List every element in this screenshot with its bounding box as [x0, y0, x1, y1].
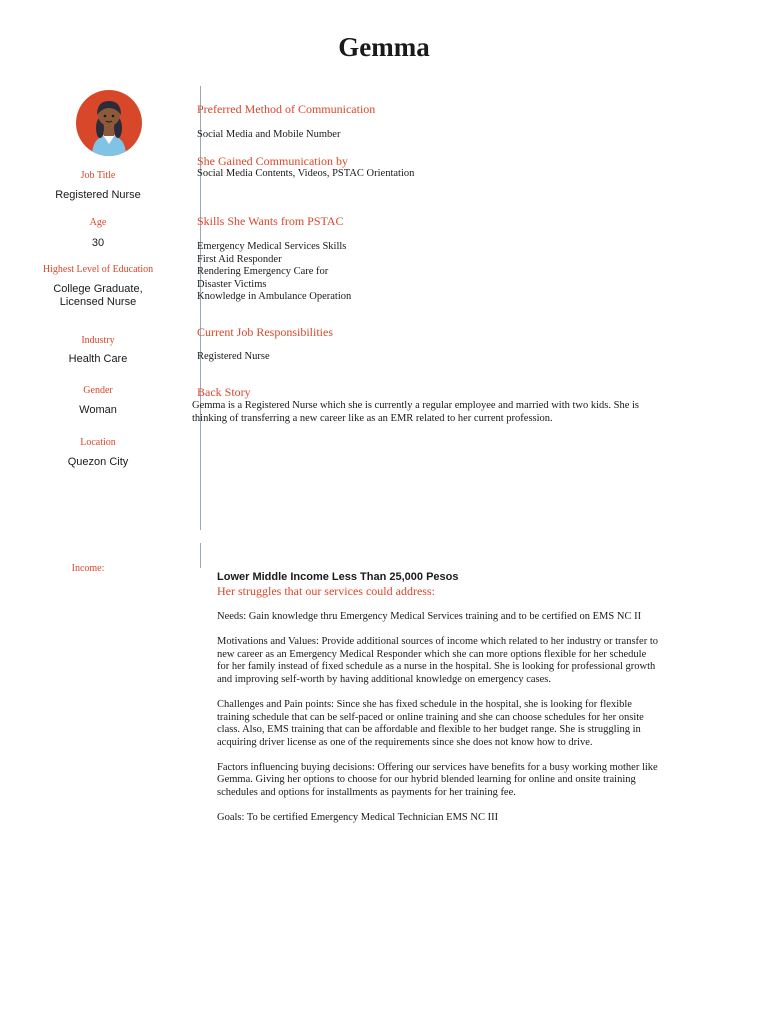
struggles-body: [217, 611, 661, 837]
backstory-heading: Back Story: [197, 385, 251, 399]
backstory-text: Gemma is a Registered Nurse which she is currently a regular employee and married with two kids. She is thinking of transferring a new career like as an EMR related to her current profession.: [192, 400, 640, 424]
responsibilities-heading: Current Job Responsibilities: [197, 325, 333, 339]
communication-heading: Preferred Method of Communication: [197, 102, 376, 116]
motivations-text: Motivations and Values: Provide additional sources of income which related to her industry or transfer to new career as an Emergency Medical Responder which she can more options flexible for her schedule for her family instead of fixed schedule as a nurse in the hospital. She is looking for professional growth and improving self-worth by having additional knowledge on emergency cases.: [217, 636, 658, 685]
industry-label: Industry: [81, 335, 115, 346]
skill-item: Rendering Emergency Care for: [197, 266, 329, 277]
education-label: Highest Level of Education: [42, 264, 154, 275]
industry-value: Health Care: [68, 353, 128, 365]
goals-text: Goals: To be certified Emergency Medical Technician EMS NC III: [217, 812, 499, 824]
income-value: Lower Middle Income Less Than 25,000 Pesos: [217, 571, 459, 583]
location-value: Quezon City: [67, 456, 129, 468]
responsibilities-text: Registered Nurse: [197, 351, 270, 362]
income-label: Income:: [71, 563, 105, 574]
gained-communication-text: Social Media Contents, Videos, PSTAC Orientation: [197, 168, 415, 179]
factors-text: Factors influencing buying decisions: Offering our services have benefits for a busy working mother like Gemma. Giving her options to choose for our hybrid blended learning for online and onsite training schedules and options for installments as payments for her training fee.: [217, 761, 658, 799]
needs-text: Needs: Gain knowledge thru Emergency Medical Services training and to be certified on EMS NC II: [217, 611, 642, 622]
age-value: 30: [91, 237, 105, 249]
skill-item: Knowledge in Ambulance Operation: [197, 291, 352, 302]
gender-value: Woman: [79, 404, 117, 416]
skills-heading: Skills She Wants from PSTAC: [197, 214, 344, 228]
skills-list: [197, 241, 351, 304]
communication-text: Social Media and Mobile Number: [197, 129, 341, 140]
skill-item: First Aid Responder: [197, 253, 282, 265]
divider-line-upper: [200, 86, 201, 530]
job-title-label: Job Title: [80, 170, 116, 181]
challenges-text: Challenges and Pain points: Since she has fixed schedule in the hospital, she is looking for flexible training schedule that can be self-paced or online training and she can choose schedules for her onsite class. Also, EMS training that can be affordable and flexible to her budget range. She is struggling in acquiring driver license as one of the requirements since she does not know how to drive.: [217, 698, 644, 748]
struggles-heading: Her struggles that our services could address:: [217, 584, 435, 598]
gained-communication-heading: She Gained Communication by: [197, 154, 348, 168]
gender-label: Gender: [83, 385, 113, 396]
age-label: Age: [89, 217, 107, 228]
skill-item: Emergency Medical Services Skills: [197, 241, 347, 252]
skill-item: Disaster Victims: [197, 278, 267, 290]
education-value: College Graduate, Licensed Nurse: [53, 283, 143, 308]
woman-avatar-icon: [76, 90, 142, 156]
job-title-value: Registered Nurse: [55, 189, 141, 201]
divider-line-lower: [200, 543, 201, 568]
location-label: Location: [80, 437, 116, 448]
page-title: Gemma: [338, 32, 430, 62]
